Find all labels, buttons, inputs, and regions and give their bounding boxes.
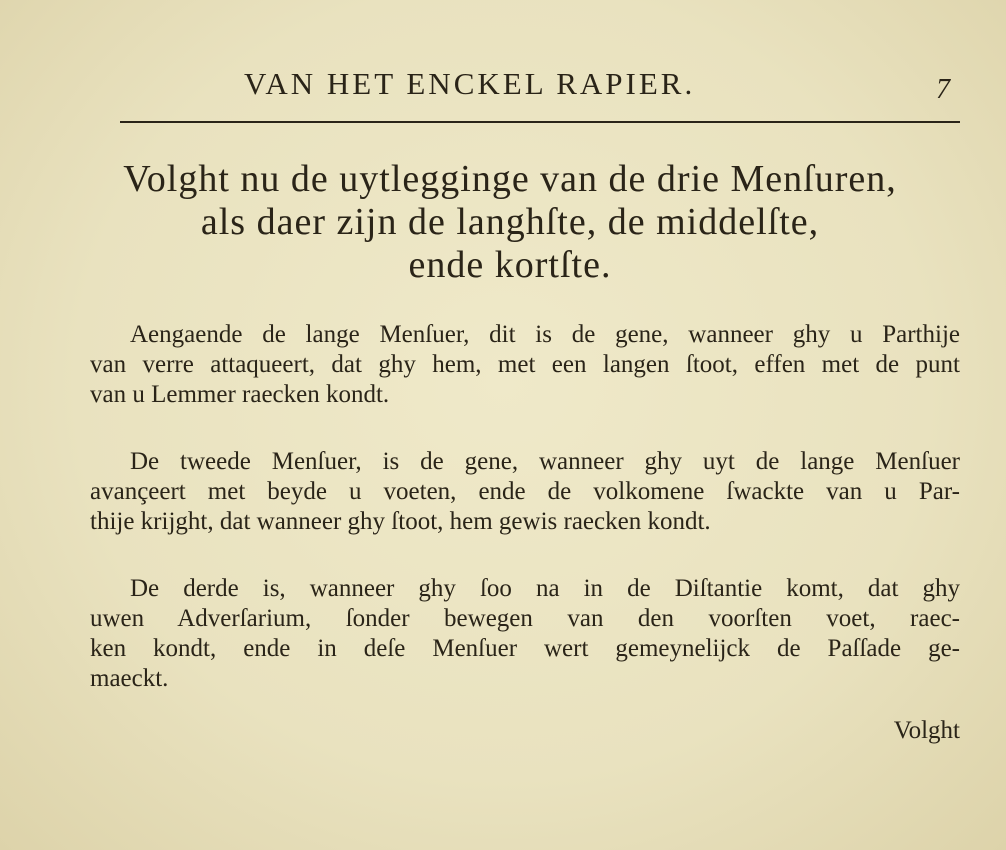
running-title: VAN HET ENCKEL RAPIER.: [244, 66, 696, 101]
catchword: Volght: [893, 717, 960, 744]
heading-line: ende kortſte.: [408, 244, 612, 286]
paragraph-line: Aengaende de lange Menſuer, dit is de gene, wanneer ghy u Parthije: [130, 321, 960, 348]
paragraph-line: De tweede Menſuer, is de gene, wanneer ghy uyt de lange Menſuer: [130, 448, 960, 475]
paragraph-line: uwen Adverſarium, ſonder bewegen van den voorſten voet, raec-: [90, 605, 960, 632]
paragraph-third-measure: [90, 574, 960, 694]
section-heading: [60, 158, 960, 287]
page-number: 7: [936, 74, 950, 105]
heading-line: Volght nu de uytlegginge van de drie Menſuren,: [123, 158, 897, 200]
paragraph-line: van u Lemmer raecken kondt.: [90, 381, 390, 408]
heading-line: als daer zijn de langhſte, de middelſte,: [200, 201, 820, 243]
running-head: [0, 60, 1006, 110]
paragraph-line: thije krijght, dat wanneer ghy ſtoot, hem gewis raecken kondt.: [90, 508, 711, 535]
paragraph-line: maeckt.: [90, 665, 169, 692]
paragraph-line: van verre attaqueert, dat ghy hem, met een langen ſtoot, effen met de punt: [90, 351, 960, 378]
paragraph-line: ken kondt, ende in deſe Menſuer wert gemeynelijck de Paſſade ge-: [90, 635, 960, 662]
header-rule: [120, 121, 960, 123]
paragraph-second-measure: [90, 447, 960, 537]
paragraph-line: De derde is, wanneer ghy ſoo na in de Diſtantie komt, dat ghy: [130, 575, 960, 602]
paragraph-line: avançeert met beyde u voeten, ende de volkomene ſwackte van u Par-: [90, 478, 960, 505]
paragraph-long-measure: [90, 320, 960, 410]
